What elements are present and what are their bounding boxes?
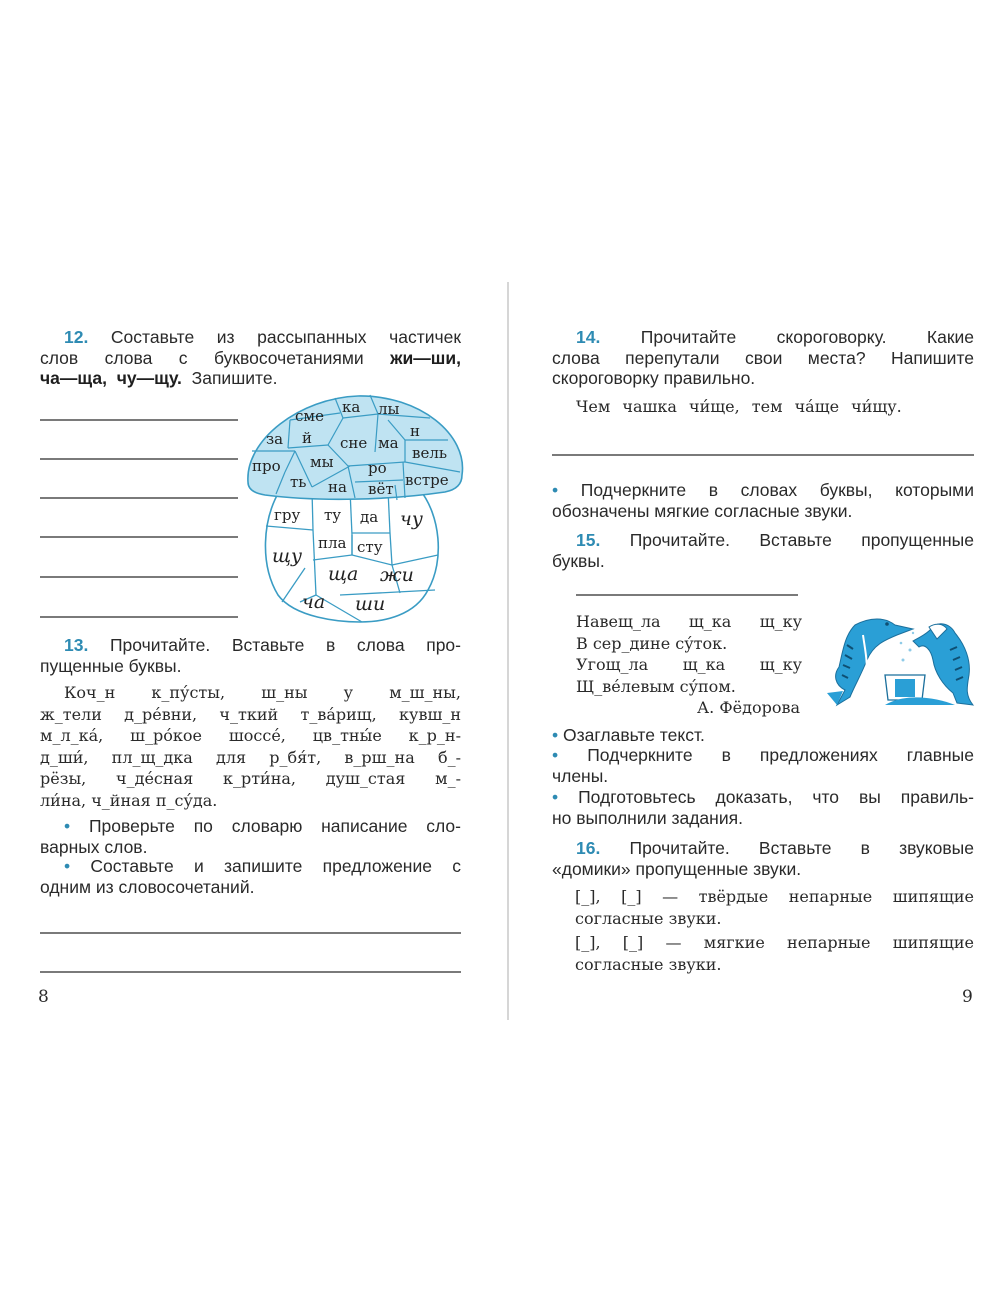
- exercise-number: 15.: [576, 530, 601, 550]
- syllable-piece: н: [410, 422, 420, 440]
- syllable-piece: встре: [405, 471, 449, 489]
- exercise-13-word-list: Коч_н к_пу́сты, ш_ны у м_ш_ны, ж_тели д_ре́вни, ч_ткий т_ва́рищ, кувш_н м_л_ка́, ш_ро́кое шоссе́, цв_тны́е к_р_н- д_ши́, пл_щ_дка для р_бя́т, в_рш_на б_- рёзы, ч_де́сная к_рти́на, душ_стая м_- ли́на, ч_йная п_су́да.: [40, 683, 461, 810]
- syllable-piece: мы: [310, 453, 334, 471]
- syllable-piece: ка: [342, 398, 361, 416]
- cursive-piece: ши: [355, 593, 386, 615]
- exercise-number: 16.: [576, 838, 601, 858]
- answer-line[interactable]: [40, 971, 461, 973]
- syllable-piece: за: [266, 430, 284, 448]
- syllable-piece: сту: [357, 538, 383, 556]
- cursive-piece: ща: [328, 563, 359, 585]
- syllable-piece: да: [360, 508, 379, 526]
- poem-author: А. Фёдорова: [697, 698, 800, 717]
- poem: Навещ_ла щ_ка щ_ку В сер_дине су́ток. Угощ_ла щ_ка щ_ку Щ_ве́левым су́пом. А. Фёдорова: [576, 612, 802, 717]
- exercise-15-task-2: • Подчеркните в предложениях главные члены.: [552, 745, 974, 786]
- answer-line[interactable]: [40, 616, 238, 618]
- exercise-15-instructions: 15. Прочитайте. Вставьте пропущенные буквы.: [552, 530, 974, 571]
- syllable-piece: ма: [378, 434, 399, 452]
- exercise-number: 13.: [64, 635, 89, 655]
- exercise-number: 12.: [64, 327, 89, 347]
- answer-line[interactable]: [552, 454, 974, 456]
- syllable-piece: ту: [324, 506, 342, 524]
- exercise-14-instructions: 14. Прочитайте скороговорку. Какие слова перепутали свои места? Напишите скороговорку правильно.: [552, 327, 974, 388]
- mushroom-word-puzzle: [240, 390, 470, 625]
- syllable-piece: ро: [368, 459, 387, 477]
- exercise-13-task-1: • Проверьте по словарю написание сло- варных слов.: [40, 816, 461, 857]
- page-number: 8: [38, 987, 49, 1007]
- syllable-piece: пла: [318, 534, 347, 552]
- bullet-icon: •: [552, 725, 559, 745]
- answer-line[interactable]: [40, 932, 461, 934]
- cursive-piece: ча: [302, 591, 326, 613]
- bullet-icon: •: [64, 816, 71, 836]
- cursive-piece: чу: [400, 508, 423, 530]
- exercise-15-task-3: • Подготовьтесь доказать, что вы правиль- но выполнили задания.: [552, 787, 974, 828]
- answer-line[interactable]: [40, 576, 238, 578]
- sound-box-input[interactable]: [_], [_]: [575, 887, 642, 906]
- syllable-piece: й: [302, 429, 312, 447]
- exercise-number: 14.: [576, 327, 601, 347]
- tongue-twister: Чем чашка чи́ще, тем ча́ще чи́щу.: [576, 397, 902, 416]
- answer-line[interactable]: [40, 497, 238, 499]
- page-number: 9: [962, 987, 973, 1007]
- syllable-piece: лы: [378, 400, 400, 418]
- syllable-piece: на: [328, 478, 347, 496]
- exercise-16-item-1: [_], [_] — твёрдые непарные шипящие согласные звуки.: [575, 887, 975, 928]
- bullet-icon: •: [552, 480, 559, 500]
- syllable-piece: вёт: [368, 480, 394, 498]
- exercise-12-instructions: 12. Составьте из рассыпанных частичек слов слова с буквосочетаниями жи—ши, ча—ща, чу—щу. Запишите.: [40, 327, 461, 388]
- syllable-piece: сме: [295, 407, 324, 425]
- exercise-14-task: • Подчеркните в словах буквы, которыми обозначены мягкие согласные звуки.: [552, 480, 974, 521]
- syllable-piece: вель: [412, 444, 448, 462]
- bullet-icon: •: [552, 745, 559, 765]
- sound-box-input[interactable]: [_], [_]: [575, 933, 644, 952]
- bullet-icon: •: [552, 787, 559, 807]
- exercise-13-instructions: 13. Прочитайте. Вставьте в слова про- пущенные буквы.: [40, 635, 461, 676]
- syllable-piece: гру: [274, 506, 301, 524]
- bullet-icon: •: [64, 856, 71, 876]
- cursive-piece: жи: [380, 564, 414, 586]
- page-spine-divider: [507, 282, 509, 1020]
- syllable-piece: ть: [290, 473, 307, 491]
- exercise-15-task-1: • Озаглавьте текст.: [552, 725, 705, 745]
- title-answer-line[interactable]: [576, 594, 798, 596]
- pike-fish-illustration: [825, 605, 980, 710]
- answer-line[interactable]: [40, 419, 238, 421]
- exercise-16-instructions: 16. Прочитайте. Вставьте в звуковые «домики» пропущенные звуки.: [552, 838, 974, 879]
- syllable-piece: сне: [340, 434, 368, 452]
- syllable-piece: про: [252, 457, 281, 475]
- cursive-piece: щу: [272, 545, 303, 567]
- answer-line[interactable]: [40, 458, 238, 460]
- exercise-16-item-2: [_], [_] — мягкие непарные шипящие согласные звуки.: [575, 933, 974, 974]
- exercise-13-task-2: • Составьте и запишите предложение с одним из словосочетаний.: [40, 856, 461, 897]
- answer-line[interactable]: [40, 536, 238, 538]
